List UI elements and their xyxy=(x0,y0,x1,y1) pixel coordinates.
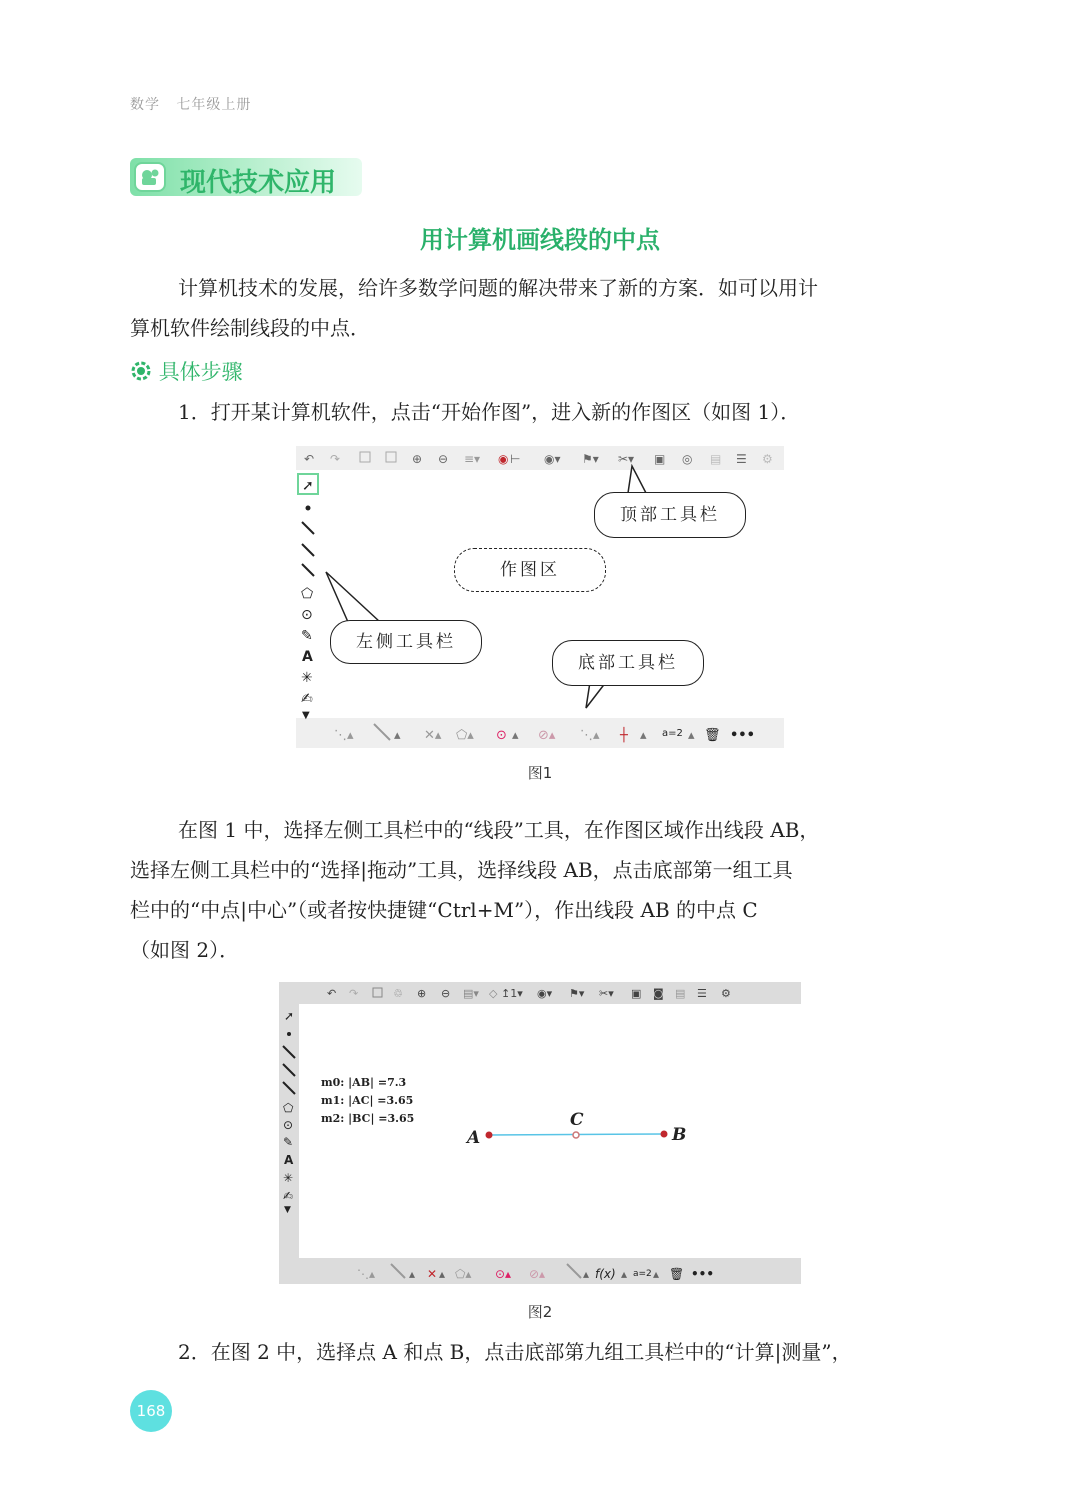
svg-text:✳: ✳ xyxy=(301,670,313,686)
svg-text:☰: ☰ xyxy=(736,452,747,466)
svg-text:⋱▴: ⋱▴ xyxy=(334,728,354,743)
svg-text:➚: ➚ xyxy=(284,1009,295,1023)
svg-text:⬠▴: ⬠▴ xyxy=(456,728,474,743)
svg-text:•••: ••• xyxy=(691,1267,715,1281)
svg-text:⚑▾: ⚑▾ xyxy=(569,987,585,1000)
gear-icon xyxy=(130,360,152,387)
svg-text:✕▴: ✕▴ xyxy=(424,728,442,743)
svg-text:⊢: ⊢ xyxy=(510,452,521,466)
page-number: 168 xyxy=(130,1390,172,1432)
polygon-icon: ⬠ xyxy=(301,586,314,602)
header-grade: 七年级上册 xyxy=(176,97,252,113)
svg-text:▴: ▴ xyxy=(512,728,519,743)
measure-m2: m2: |BC| =3.65 xyxy=(321,1112,415,1125)
svg-text:⚑▾: ⚑▾ xyxy=(582,452,599,466)
svg-text:▣: ▣ xyxy=(631,987,642,1000)
running-header xyxy=(130,94,251,114)
svg-text:A: A xyxy=(284,1153,294,1167)
section-title: 现代技术应用 xyxy=(180,168,337,198)
para2-line-4: （如图 2）． xyxy=(130,938,240,962)
steps-heading xyxy=(130,356,243,387)
fx-icon: f(x) xyxy=(595,1267,616,1281)
svg-text:🗑: 🗑 xyxy=(704,728,721,743)
svg-text:▴: ▴ xyxy=(621,1267,628,1281)
intro-line-2: 算机软件绘制线段的中点． xyxy=(130,316,370,340)
svg-text:▴: ▴ xyxy=(688,728,695,743)
svg-text:✕: ✕ xyxy=(427,1267,438,1281)
slider-icon: a=2 xyxy=(633,1269,652,1279)
svg-text:✎: ✎ xyxy=(283,1135,294,1149)
label-b: B xyxy=(672,1125,687,1145)
svg-text:▤: ▤ xyxy=(675,987,686,1000)
svg-text:⊙: ⊙ xyxy=(496,728,507,743)
paragraph-2 xyxy=(130,810,950,970)
steps-heading-text: 具体步骤 xyxy=(158,360,243,384)
svg-text:⋱▴: ⋱▴ xyxy=(580,728,600,743)
circle-icon: ⊙ xyxy=(301,607,313,623)
svg-text:✂▾: ✂▾ xyxy=(599,987,614,1000)
svg-text:⊙: ⊙ xyxy=(283,1118,294,1132)
svg-text:⚙: ⚙ xyxy=(762,452,773,466)
figure2-caption: 图2 xyxy=(527,1303,553,1321)
svg-text:⬠: ⬠ xyxy=(283,1101,294,1115)
label-c: C xyxy=(570,1110,584,1130)
svg-text:⊕: ⊕ xyxy=(417,987,427,1000)
svg-text:☰: ☰ xyxy=(697,987,707,1000)
point-b xyxy=(661,1131,668,1138)
page-title: 用计算机画线段的中点 xyxy=(420,226,660,254)
figure2 xyxy=(279,982,801,1284)
svg-text:◉▾: ◉▾ xyxy=(544,452,561,466)
figure1-caption: 图1 xyxy=(527,764,553,782)
svg-text:┼: ┼ xyxy=(620,728,628,743)
svg-text:◎: ◎ xyxy=(682,452,693,466)
callout-drawing-area: 作图区 xyxy=(454,548,606,592)
svg-text:▴: ▴ xyxy=(640,728,647,743)
callout-top-toolbar: 顶部工具栏 xyxy=(594,492,746,538)
svg-text:◙: ◙ xyxy=(653,987,664,1000)
para2-line-1: 在图 1 中，选择左侧工具栏中的“线段”工具，在作图区域作出线段 AB， xyxy=(178,818,820,842)
svg-text:a=2: a=2 xyxy=(662,728,683,739)
point-c xyxy=(573,1132,579,1138)
step1-text: 1．打开某计算机软件，点击“开始作图”，进入新的作图区（如图 1）． xyxy=(178,400,801,424)
callout-left-toolbar: 左侧工具栏 xyxy=(330,620,482,664)
svg-text:⚙: ⚙ xyxy=(721,987,731,1000)
undo-icon: ↶ xyxy=(304,452,315,466)
svg-text:⬠▴: ⬠▴ xyxy=(455,1267,472,1281)
zoom-out-icon: ⊖ xyxy=(438,452,449,466)
svg-text:🗑: 🗑 xyxy=(669,1267,685,1281)
svg-text:↷: ↷ xyxy=(349,987,359,1000)
svg-text:▴: ▴ xyxy=(583,1267,590,1281)
callout-bottom-toolbar: 底部工具栏 xyxy=(552,640,704,686)
svg-text:✳: ✳ xyxy=(283,1171,294,1185)
figure2-icons xyxy=(279,982,801,1284)
measure-m1: m1: |AC| =3.65 xyxy=(321,1094,414,1107)
svg-text:▴: ▴ xyxy=(394,728,401,743)
svg-text:⊖: ⊖ xyxy=(441,987,451,1000)
header-subject: 数学 xyxy=(130,97,160,113)
svg-text:↶: ↶ xyxy=(327,987,337,1000)
svg-text:•••: ••• xyxy=(730,728,755,743)
para2-line-2: 选择左侧工具栏中的“选择|拖动”工具，选择线段 AB，点击底部第一组工具 xyxy=(130,858,793,882)
zoom-in-icon: ⊕ xyxy=(412,452,423,466)
intro-line-1: 计算机技术的发展，给许多数学问题的解决带来了新的方案．如可以用计 xyxy=(178,276,818,300)
svg-text:⋱▴: ⋱▴ xyxy=(357,1267,376,1281)
svg-text:▴: ▴ xyxy=(409,1267,416,1281)
intro-paragraph xyxy=(130,268,950,348)
svg-text:✍: ✍ xyxy=(283,1189,294,1203)
svg-text:◇: ◇ xyxy=(489,987,498,1000)
svg-text:♲: ♲ xyxy=(393,987,403,1000)
redo-icon: ↷ xyxy=(330,452,341,466)
svg-text:⊘▴: ⊘▴ xyxy=(529,1267,546,1281)
step2-text: 2．在图 2 中，选择点 A 和点 B，点击底部第九组工具栏中的“计算|测量”， xyxy=(178,1340,852,1364)
svg-text:▤▾: ▤▾ xyxy=(463,987,479,1000)
svg-text:⊙▴: ⊙▴ xyxy=(495,1267,512,1281)
svg-text:▴: ▴ xyxy=(439,1267,446,1281)
point-a xyxy=(486,1132,493,1139)
svg-text:≡▾: ≡▾ xyxy=(464,452,481,466)
svg-text:▣: ▣ xyxy=(654,452,666,466)
svg-text:✂▾: ✂▾ xyxy=(618,452,635,466)
svg-text:✍: ✍ xyxy=(301,691,313,707)
svg-text:✎: ✎ xyxy=(301,628,313,644)
svg-text:▴: ▴ xyxy=(653,1267,660,1281)
svg-text:▼: ▼ xyxy=(302,710,310,721)
svg-text:▼: ▼ xyxy=(284,1205,291,1215)
svg-text:▤: ▤ xyxy=(710,452,722,466)
figure1 xyxy=(296,446,784,748)
para2-line-3: 栏中的“中点|中心”（或者按快捷键“Ctrl+M”），作出线段 AB 的中点 C xyxy=(130,898,758,922)
svg-text:↥1▾: ↥1▾ xyxy=(501,987,523,1000)
measure-m0: m0: |AB| =7.3 xyxy=(321,1076,407,1089)
svg-text:◉: ◉ xyxy=(498,452,509,466)
label-a: A xyxy=(467,1128,481,1148)
select-arrow-icon: ➚ xyxy=(302,478,314,494)
svg-text:⊘▴: ⊘▴ xyxy=(538,728,556,743)
camera-icon xyxy=(134,162,166,192)
svg-text:◉▾: ◉▾ xyxy=(537,987,553,1000)
svg-text:A: A xyxy=(302,649,313,665)
